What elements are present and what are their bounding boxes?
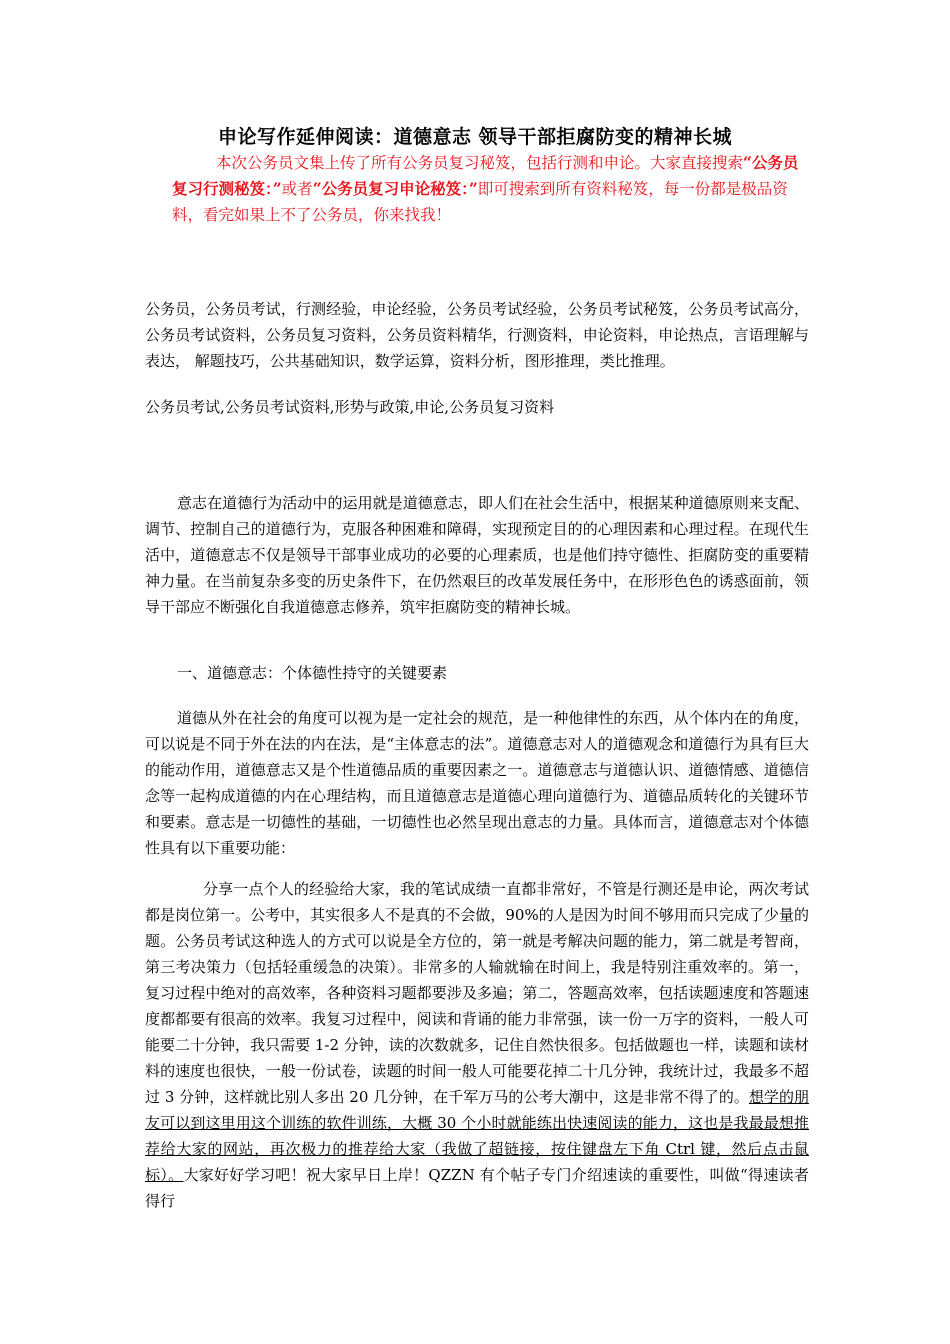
training-software-link[interactable]: 想学的朋友可以到这里用这个训练的软件训练，大概 30 个小时就能练出快速阅读的能力，这也是我最最想推荐给大家的网站，再次极力的推荐给大家（我做了超链接，按住键盘左下角 Ctrl 键，然后点击鼠标）。 [145, 1088, 809, 1184]
notice-line-1: 本次公务员文集上传了所有公务员复习秘笈，包括行测和申论。大家直接搜索 [216, 154, 744, 172]
notice-quote-1: “公务员复习行测秘笈：” [172, 153, 799, 198]
notice-rest: 即可搜索到所有资料秘笈，每一份都是极品资料，看完如果上不了公务员，你来找我！ [172, 180, 788, 224]
paragraph-3-text: 分享一点个人的经验给大家，我的笔试成绩一直都非常好，不管是行测还是申论，两次考试都是岗位第一。公考中，其实很多人不是真的不会做，90%的人是因为时间不够用而只完成了少量的题。公务员考试这种选人的方式可以说是全方位的，第一就是考解决问题的能力，第二就是考智商，第三考决策力（包括轻重缓急的决策）。非常多的人输就输在时间上，我是特别注重效率的。第一，复习过程中绝对的高效率，各种资料习题都要涉及多遍；第二，答题高效率，包括读题速度和答题速度都都要有很高的效率。我复习过程中，阅读和背诵的能力非常强，读一份一万字的资料，一般人可能要二十分钟，我只需要 1-2 分钟，读的次数就多，记住自然快很多。包括做题也一样，读题和读材料的速度也很快，一般一份试卷，读题的时间一般人可能要花掉二十几分钟，我统计过，我最多不超过 3 分钟，这样就比别人多出 20 几分钟，在千军万马的公考大潮中，这是非常不得了的。 [145, 880, 809, 1106]
section-heading-1: 一、道德意志：个体德性持守的关键要素 [177, 664, 448, 682]
paragraph-3-tail: 大家好好学习吧！祝大家早日上岸！QZZN 有个帖子专门介绍速读的重要性，叫做“得速读者得行 [145, 1166, 809, 1210]
body-paragraph-1: 意志在道德行为活动中的运用就是道德意志，即人们在社会生活中，根据某种道德原则来支配、调节、控制自己的道德行为，克服各种困难和障碍，实现预定目的的心理因素和心理过程。在现代生活中，道德意志不仅是领导干部事业成功的必要的心理素质，也是他们持守德性、拒腐防变的重要精神力量。在当前复杂多变的历史条件下，在仍然艰巨的改革发展任务中，在形形色色的诱惑面前，领导干部应不断强化自我道德意志修养，筑牢拒腐防变的精神长城。 [145, 494, 809, 616]
keywords-paragraph-2: 公务员考试,公务员考试资料,形势与政策,申论,公务员复习资料 [145, 398, 555, 416]
promo-notice [172, 150, 812, 228]
body-paragraph-3 [145, 876, 809, 1214]
notice-mid: 或者 [281, 180, 313, 198]
document-title: 申论写作延伸阅读：道德意志 领导干部拒腐防变的精神长城 [217, 126, 733, 148]
keywords-paragraph-1: 公务员，公务员考试，行测经验，申论经验，公务员考试经验，公务员考试秘笈，公务员考试高分，公务员考试资料，公务员复习资料，公务员资料精华，行测资料，申论资料，申论热点，言语理解与表达， 解题技巧，公共基础知识，数学运算，资料分析，图形推理，类比推理。 [145, 300, 809, 370]
body-paragraph-2: 道德从外在社会的角度可以视为是一定社会的规范，是一种他律性的东西，从个体内在的角度，可以说是不同于外在法的内在法，是“主体意志的法”。道德意志对人的道德观念和道德行为具有巨大的能动作用，道德意志又是个性道德品质的重要因素之一。道德意志与道德认识、道德情感、道德信念等一起构成道德的内在心理结构，而且道德意志是道德心理向道德行为、道德品质转化的关键环节和要素。意志是一切德性的基础，一切德性也必然呈现出意志的力量。具体而言，道德意志对个体德性具有以下重要功能： [145, 709, 809, 857]
notice-quote-2: “公务员复习申论秘笈：” [312, 179, 478, 198]
